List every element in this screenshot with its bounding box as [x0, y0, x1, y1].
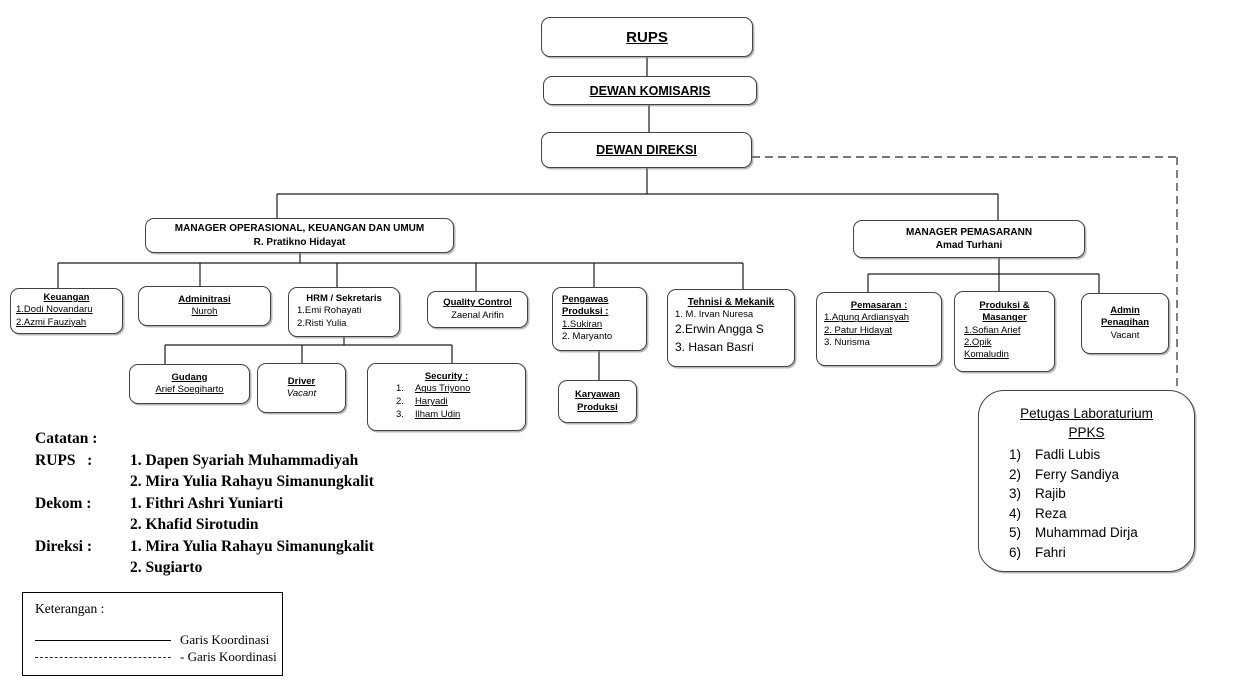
petugas-member: [979, 484, 1194, 504]
catatan-row-item: 2. Mira Yulia Rahayu Simanungkalit: [130, 473, 374, 490]
petugas-member-num: 2): [1009, 466, 1022, 482]
node-produksi-masanger: [954, 291, 1055, 372]
petugas-member-name: Ferry Sandiya: [1035, 466, 1120, 482]
petugas-member: [979, 504, 1194, 524]
petugas-member: [979, 445, 1194, 465]
node-karyawan-produksi: [558, 380, 637, 423]
legend-entry-dashed: [35, 649, 277, 665]
pemasaran-member: 3. Nurisma: [824, 337, 870, 349]
node-adminitrasi: [138, 286, 271, 326]
pengawas-member: 1.Sukiran: [562, 318, 603, 330]
petugas-member-name: Fahri: [1035, 544, 1066, 560]
solid-line-sample: [35, 640, 171, 641]
karyawan-produksi-title-line1: Karyawan: [575, 389, 620, 401]
petugas-member-name: Fadli Lubis: [1035, 447, 1101, 462]
node-driver: [257, 363, 346, 413]
catatan-row-label: RUPS :: [35, 451, 93, 469]
catatan-row-label: Direksi :: [35, 537, 92, 555]
quality-control-title: Quality Control: [443, 297, 512, 309]
security-member: [368, 409, 525, 422]
node-rups: [541, 17, 753, 57]
petugas-member-num: 6): [1009, 544, 1022, 560]
node-hrm-sekretaris: [288, 287, 400, 337]
node-keuangan: [10, 288, 123, 334]
keterangan-legend: [22, 592, 283, 676]
tehnisi-member: 3. Hasan Basri: [675, 339, 754, 354]
catatan-row-item: 2. Sugiarto: [130, 559, 203, 576]
security-member-name: Agus Triyono: [414, 383, 471, 395]
catatan-row: [35, 536, 475, 579]
petugas-title-line2: PPKS: [1068, 425, 1105, 440]
petugas-title-line1: Petugas Laboraturium: [1020, 406, 1153, 421]
node-manager-pemasaran: [853, 220, 1085, 258]
node-security: [367, 363, 526, 431]
security-member-num: 1.: [396, 383, 404, 395]
node-manager-operasional: [145, 218, 454, 253]
security-member: [368, 383, 525, 396]
node-pengawas-produksi: [552, 287, 647, 351]
legend-entry-label: Garis Koordinasi: [180, 632, 270, 647]
petugas-member-name: Reza: [1035, 505, 1067, 521]
manager-pemasaran-name: Amad Turhani: [935, 240, 1003, 251]
security-member-name: Ilham Udin: [414, 408, 461, 420]
security-member: [368, 396, 525, 409]
manager-pemasaran-title: MANAGER PEMASARANN: [905, 226, 1033, 238]
node-gudang: [129, 364, 250, 404]
catatan-row-item: 1. Dapen Syariah Muhammadiyah: [130, 451, 359, 469]
node-tehnisi-mekanik: [667, 289, 795, 367]
petugas-member-num: 4): [1009, 505, 1022, 521]
dashed-line-sample: [35, 657, 171, 658]
produksi-masanger-member: 1.Sofian Arief: [964, 324, 1021, 336]
petugas-member: [979, 465, 1194, 485]
catatan-row-item: 1. Fithri Ashri Yuniarti: [130, 494, 284, 512]
quality-control-member: Zaenal Arifin: [451, 309, 504, 321]
pengawas-title-line2: Produksi :: [562, 306, 609, 318]
catatan-row: [35, 493, 475, 536]
petugas-member: [979, 543, 1194, 563]
adminitrasi-member: Nuroh: [191, 306, 218, 317]
tehnisi-member: 2.Erwin Angga S: [675, 322, 764, 337]
node-petugas-laboraturium: [978, 390, 1195, 572]
manager-operasional-title: MANAGER OPERASIONAL, KEUANGAN DAN UMUM: [174, 223, 425, 234]
keuangan-title: Keuangan: [43, 292, 90, 303]
security-member-num: 2.: [396, 396, 404, 408]
node-dewan-direksi: [541, 132, 752, 168]
catatan-notes: [35, 428, 475, 579]
pemasaran-member: 1.Agung Ardiansyah: [824, 312, 910, 324]
tehnisi-member: 1. M. Irvan Nuresa: [675, 309, 754, 320]
admin-penagihan-member: Vacant: [1110, 329, 1140, 341]
petugas-member-num: 3): [1009, 486, 1022, 501]
hrm-member: 2.Risti Yulia: [297, 317, 347, 329]
petugas-member-num: 1): [1009, 447, 1022, 462]
security-member-name: Haryadi: [414, 396, 448, 408]
node-admin-penagihan: [1081, 293, 1169, 354]
gudang-title: Gudang: [171, 371, 208, 383]
produksi-masanger-member: Komaludin: [964, 349, 1009, 361]
pengawas-member: 2. Maryanto: [562, 331, 613, 343]
legend-entry-solid: [35, 632, 270, 648]
petugas-member-name: Muhammad Dirja: [1035, 525, 1138, 540]
node-dewan-direksi-title: DEWAN DIREKSI: [596, 143, 697, 157]
catatan-row-item: 1. Mira Yulia Rahayu Simanungkalit: [130, 537, 374, 555]
produksi-masanger-title-line1: Produksi &: [979, 300, 1030, 311]
catatan-row-label: Dekom :: [35, 494, 92, 512]
driver-title: Driver: [287, 375, 316, 387]
adminitrasi-title: Adminitrasi: [178, 293, 231, 305]
karyawan-produksi-title-line2: Produksi: [577, 401, 618, 413]
petugas-member: [979, 523, 1194, 543]
node-dewan-komisaris: [543, 76, 757, 105]
node-quality-control: [427, 291, 528, 328]
admin-penagihan-title-line1: Admin: [1110, 304, 1140, 316]
node-rups-title: RUPS: [626, 28, 668, 46]
hrm-member: 1.Emi Rohayati: [297, 305, 362, 317]
pengawas-title-line1: Pengawas: [562, 294, 609, 305]
petugas-member-num: 5): [1009, 525, 1022, 540]
pemasaran-title: Pemasaran :: [850, 300, 908, 311]
gudang-member: Arief Soegiharto: [155, 384, 224, 395]
security-member-num: 3.: [396, 408, 404, 420]
produksi-masanger-member: 2.Opik: [964, 337, 992, 349]
tehnisi-title: Tehnisi & Mekanik: [687, 297, 775, 308]
keterangan-heading: Keterangan :: [35, 601, 105, 616]
catatan-heading: Catatan :: [35, 430, 98, 447]
petugas-member-name: Rajib: [1035, 486, 1066, 501]
admin-penagihan-title-line2: Penagihan: [1100, 317, 1150, 329]
driver-member: Vacant: [286, 388, 317, 399]
security-title: Security :: [424, 371, 469, 382]
node-pemasaran: [816, 292, 942, 366]
manager-operasional-name: R. Pratikno Hidayat: [253, 236, 346, 248]
hrm-title: HRM / Sekretaris: [306, 293, 382, 304]
node-dewan-komisaris-title: DEWAN KOMISARIS: [589, 83, 711, 98]
catatan-row: [35, 450, 475, 493]
keuangan-member: 1.Dodi Novandaru: [16, 304, 93, 316]
pemasaran-member: 2. Patur Hidayat: [824, 324, 893, 336]
keuangan-member: 2.Azmi Fauziyah: [16, 316, 87, 328]
catatan-row-item: 2. Khafid Sirotudin: [130, 516, 259, 533]
produksi-masanger-title-line2: Masanger: [982, 312, 1027, 324]
legend-entry-label: - Garis Koordinasi: [180, 649, 277, 664]
